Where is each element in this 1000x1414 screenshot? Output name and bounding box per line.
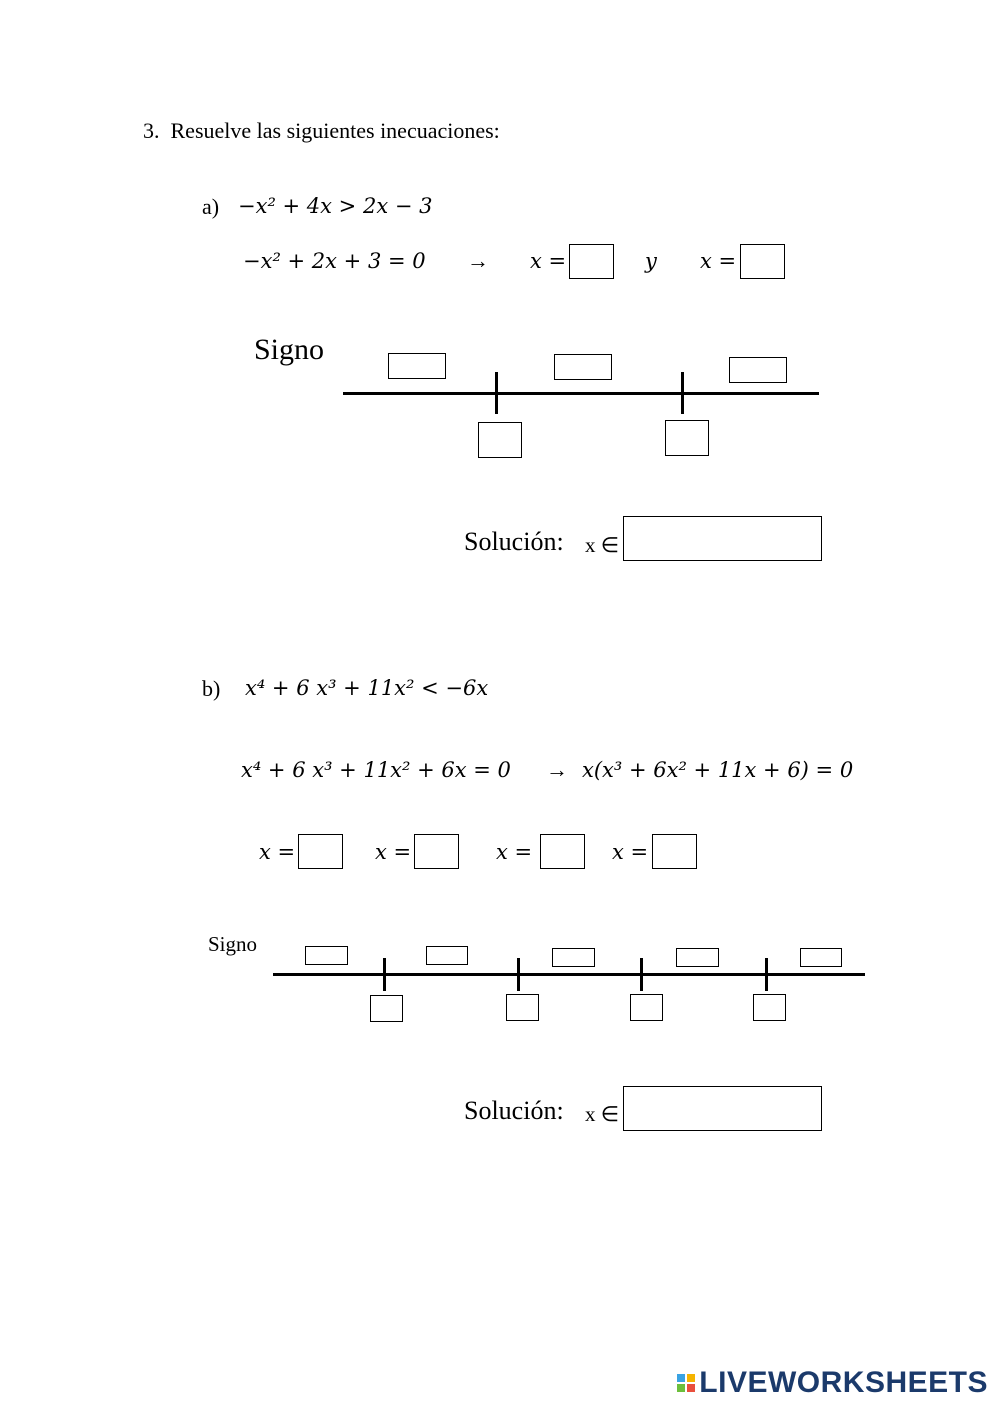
part-b-critical-input-4[interactable]: [753, 994, 786, 1021]
liveworksheets-logo-icon: [677, 1374, 695, 1392]
part-a-x-eq-2-label: x =: [700, 249, 737, 273]
part-a-equation: −x² + 2x + 3 = 0: [243, 249, 426, 273]
part-a-x-eq-1-label: x =: [530, 249, 567, 273]
part-b-tick-2: [517, 958, 520, 991]
exercise-number: 3.: [143, 118, 160, 143]
part-a-solution-label: Solución:: [464, 527, 564, 556]
part-b-critical-input-1[interactable]: [370, 995, 403, 1022]
part-b-signo-label: Signo: [208, 932, 258, 956]
part-a-sign-input-3[interactable]: [729, 357, 787, 383]
logo-square-3: [677, 1384, 685, 1392]
part-b-tick-3: [640, 958, 643, 991]
part-b-tick-1: [383, 958, 386, 991]
part-b-root-4-input[interactable]: [652, 834, 697, 869]
part-b-sign-input-5[interactable]: [800, 948, 842, 967]
part-a-solution-prefix: x ∈: [585, 533, 620, 557]
part-b-root-1-input[interactable]: [298, 834, 343, 869]
part-b-sign-input-4[interactable]: [676, 948, 719, 967]
part-b-sign-input-1[interactable]: [305, 946, 348, 965]
part-a-label: a): [202, 194, 220, 219]
part-b-critical-input-2[interactable]: [506, 994, 539, 1021]
part-a-conjunction: y: [645, 249, 657, 273]
part-b-equation: x⁴ + 6 x³ + 11x² + 6x = 0: [241, 758, 511, 782]
part-b-label: b): [202, 676, 221, 701]
part-b-inequality: x⁴ + 6 x³ + 11x² < −6x: [245, 676, 489, 700]
part-a-arrow: →: [467, 248, 489, 273]
part-a-critical-input-1[interactable]: [478, 422, 522, 458]
part-a-sign-input-2[interactable]: [554, 354, 612, 380]
part-a-root-2-input[interactable]: [740, 244, 785, 279]
exercise-instruction: Resuelve las siguientes inecuaciones:: [170, 118, 500, 143]
part-b-x-eq-2-label: x =: [375, 840, 412, 864]
part-b-x-eq-4-label: x =: [612, 840, 649, 864]
part-b-factored: x(x³ + 6x² + 11x + 6) = 0: [582, 758, 854, 782]
part-b-number-line: [273, 973, 865, 976]
part-b-sign-input-2[interactable]: [426, 946, 468, 965]
part-a-tick-1: [495, 372, 498, 414]
part-a-critical-input-2[interactable]: [665, 420, 709, 456]
liveworksheets-logo-text: LIVEWORKSHEETS: [699, 1366, 988, 1399]
part-a-tick-2: [681, 372, 684, 414]
part-a-root-1-input[interactable]: [569, 244, 614, 279]
part-a-solution-input[interactable]: [623, 516, 822, 561]
part-b-solution-prefix: x ∈: [585, 1102, 620, 1126]
part-b-x-eq-1-label: x =: [259, 840, 296, 864]
exercise-header: [143, 118, 500, 144]
part-a-sign-input-1[interactable]: [388, 353, 446, 379]
logo-square-4: [687, 1384, 695, 1392]
logo-square-2: [687, 1374, 695, 1382]
logo-square-1: [677, 1374, 685, 1382]
part-b-solution-label: Solución:: [464, 1096, 564, 1125]
liveworksheets-logo: [677, 1366, 988, 1400]
part-a-signo-label: Signo: [254, 333, 325, 366]
part-b-x-eq-3-label: x =: [496, 840, 533, 864]
part-b-critical-input-3[interactable]: [630, 994, 663, 1021]
part-b-arrow: →: [546, 757, 568, 782]
part-b-sign-input-3[interactable]: [552, 948, 595, 967]
part-b-root-3-input[interactable]: [540, 834, 585, 869]
part-a-number-line: [343, 392, 819, 395]
part-b-root-2-input[interactable]: [414, 834, 459, 869]
part-a-inequality: −x² + 4x > 2x − 3: [238, 194, 433, 218]
part-b-solution-input[interactable]: [623, 1086, 822, 1131]
part-b-tick-4: [765, 958, 768, 991]
